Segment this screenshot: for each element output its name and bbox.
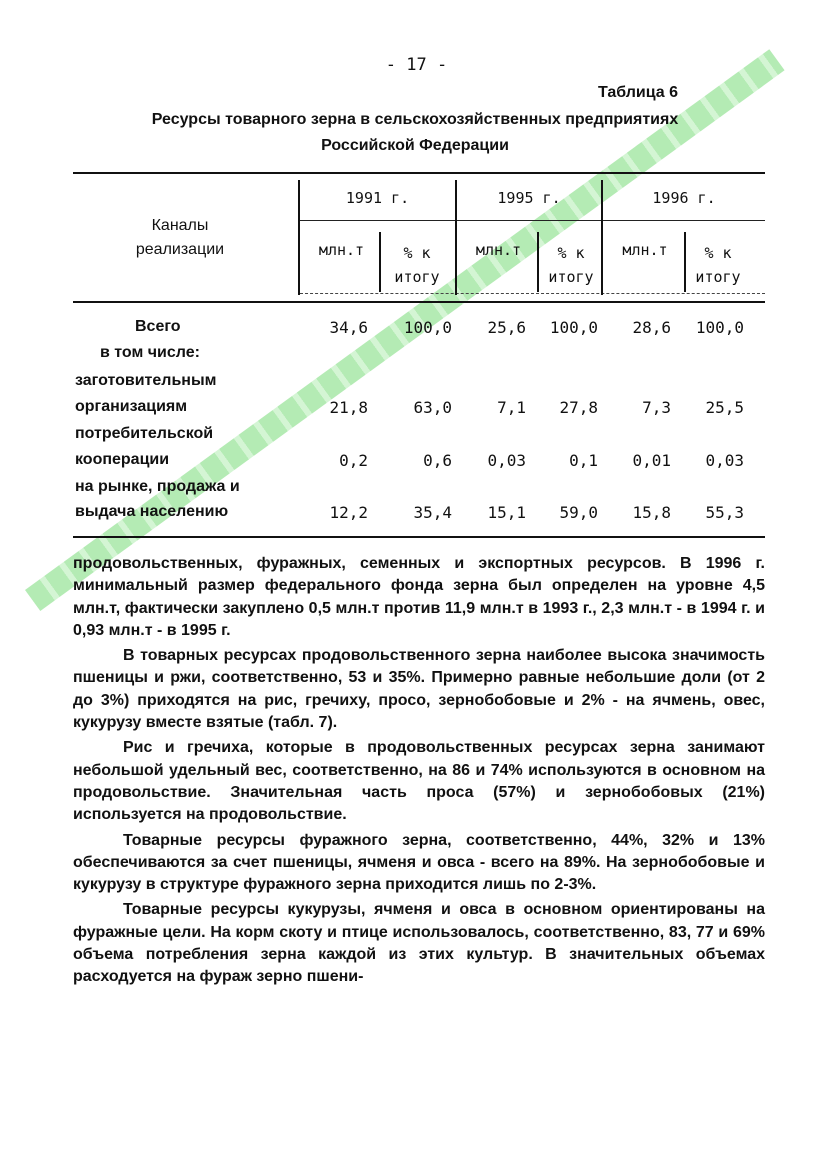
cell-proc-1991-mln: 21,8 bbox=[329, 398, 368, 417]
row-label-market-1: на рынке, продажа и bbox=[75, 478, 240, 495]
cell-coop-1995-pct: 0,1 bbox=[569, 451, 598, 470]
col-divider-sub-2 bbox=[537, 232, 539, 292]
cell-coop-1996-pct: 0,03 bbox=[705, 451, 744, 470]
header-bottom-dashes bbox=[300, 293, 765, 295]
cell-total-1996-pct: 100,0 bbox=[695, 318, 744, 337]
table-top-rule bbox=[73, 172, 765, 174]
year-1991: 1991 г. bbox=[345, 189, 410, 207]
cell-market-1991-mln: 12,2 bbox=[329, 503, 368, 522]
cell-proc-1996-mln: 7,3 bbox=[642, 398, 671, 417]
paragraph-1: продовольственных, фуражных, семенных и экспортных ресурсов. В 1996 г. минимальный размер федерального фонда зерна был определен на уровне 4,5 млн.т, фактически закуплено 0,5 млн.т против 11,9 млн.т в 1993 г., 2,3 млн.т - в 1994 г. и 0,93 млн.т - в 1995 г. bbox=[73, 555, 765, 639]
paragraph-3: Рис и гречиха, которые в продовольственных ресурсах зерна занимают небольшой удельный вес, соответственно, на 86 и 74% используются в основном на продовольствие. Значительная часть проса (57%) и зернобобовых (21%) используется на продовольствие. bbox=[73, 739, 765, 824]
year-1995: 1995 г. bbox=[497, 189, 561, 207]
table-title-line-2: Российской Федерации bbox=[321, 137, 509, 154]
cell-coop-1995-mln: 0,03 bbox=[487, 451, 526, 470]
table-title-line-1: Ресурсы товарного зерна в сельскохозяйственных предприятиях bbox=[151, 111, 679, 128]
sub-pct-3: % к итогу bbox=[695, 244, 741, 286]
year-1996: 1996 г. bbox=[652, 189, 716, 207]
table-title bbox=[70, 107, 760, 159]
row-label-including: в том числе: bbox=[100, 344, 200, 361]
cell-proc-1991-pct: 63,0 bbox=[413, 398, 452, 417]
cell-market-1996-mln: 15,8 bbox=[632, 503, 671, 522]
row-label-total: Всего bbox=[135, 318, 181, 335]
cell-total-1995-mln: 25,6 bbox=[487, 318, 526, 337]
sub-mln-3: млн.т bbox=[622, 241, 668, 259]
cell-proc-1995-mln: 7,1 bbox=[497, 398, 526, 417]
channel-header: Каналы реализации bbox=[135, 217, 225, 258]
header-bottom-rule bbox=[73, 301, 765, 303]
cell-total-1995-pct: 100,0 bbox=[549, 318, 598, 337]
paragraph-2: В товарных ресурсах продовольственного зерна наиболее высока значимость пшеницы и ржи, соответственно, 53 и 35%. Примерно равные небольшие доли (от 2 до 3%) приходятся на рис, гречиху, просо, зернобобовые и 2% - на ячмень, овес, кукурузу вместе взятые (табл. 7). bbox=[73, 647, 765, 732]
cell-coop-1991-pct: 0,6 bbox=[423, 451, 452, 470]
row-label-market-2: выдача населению bbox=[75, 503, 229, 520]
cell-total-1996-mln: 28,6 bbox=[632, 318, 671, 337]
table-label: Таблица 6 bbox=[598, 84, 679, 101]
cell-market-1996-pct: 55,3 bbox=[705, 503, 744, 522]
sub-pct-1: % к итогу bbox=[394, 244, 440, 286]
cell-proc-1996-pct: 25,5 bbox=[705, 398, 744, 417]
cell-market-1995-mln: 15,1 bbox=[487, 503, 526, 522]
cell-coop-1991-mln: 0,2 bbox=[339, 451, 368, 470]
cell-total-1991-pct: 100,0 bbox=[403, 318, 452, 337]
row-label-coop-1: потребительской bbox=[75, 425, 214, 442]
cell-total-1991-mln: 34,6 bbox=[329, 318, 368, 337]
cell-coop-1996-mln: 0,01 bbox=[632, 451, 671, 470]
cell-market-1991-pct: 35,4 bbox=[413, 503, 452, 522]
page-number: - 17 - bbox=[385, 55, 448, 75]
cell-market-1995-pct: 59,0 bbox=[559, 503, 598, 522]
col-divider-sub-1 bbox=[379, 232, 381, 292]
paragraph-4: Товарные ресурсы фуражного зерна, соответственно, 44%, 32% и 13% обеспечиваются за счет пшеницы, ячменя и овса - всего на 89%. На зернобобовые и кукурузу в структуре фуражного зерна приходится лишь по 2-3%. bbox=[73, 831, 765, 894]
table-bottom-rule bbox=[73, 536, 765, 538]
col-divider-sub-3 bbox=[684, 232, 686, 292]
row-label-coop-2: кооперации bbox=[75, 451, 170, 468]
sub-mln-2: млн.т bbox=[475, 241, 522, 259]
cell-proc-1995-pct: 27,8 bbox=[559, 398, 598, 417]
row-label-procurement-2: организациям bbox=[75, 398, 188, 415]
paragraph-5: Товарные ресурсы кукурузы, ячменя и овса в основном ориентированы на фуражные цели. На корм скоту и птице использовалось, соответственно, 83, 77 и 69% объема потребления зерна каждой из этих культур. В значительных объемах расходуется на фураж зерно пшени- bbox=[73, 901, 765, 986]
row-label-procurement-1: заготовительным bbox=[75, 372, 217, 389]
year-header-rule bbox=[300, 220, 765, 221]
sub-mln-1: млн.т bbox=[318, 241, 365, 259]
body-text bbox=[73, 553, 765, 992]
sub-pct-2: % к итогу bbox=[548, 244, 594, 286]
